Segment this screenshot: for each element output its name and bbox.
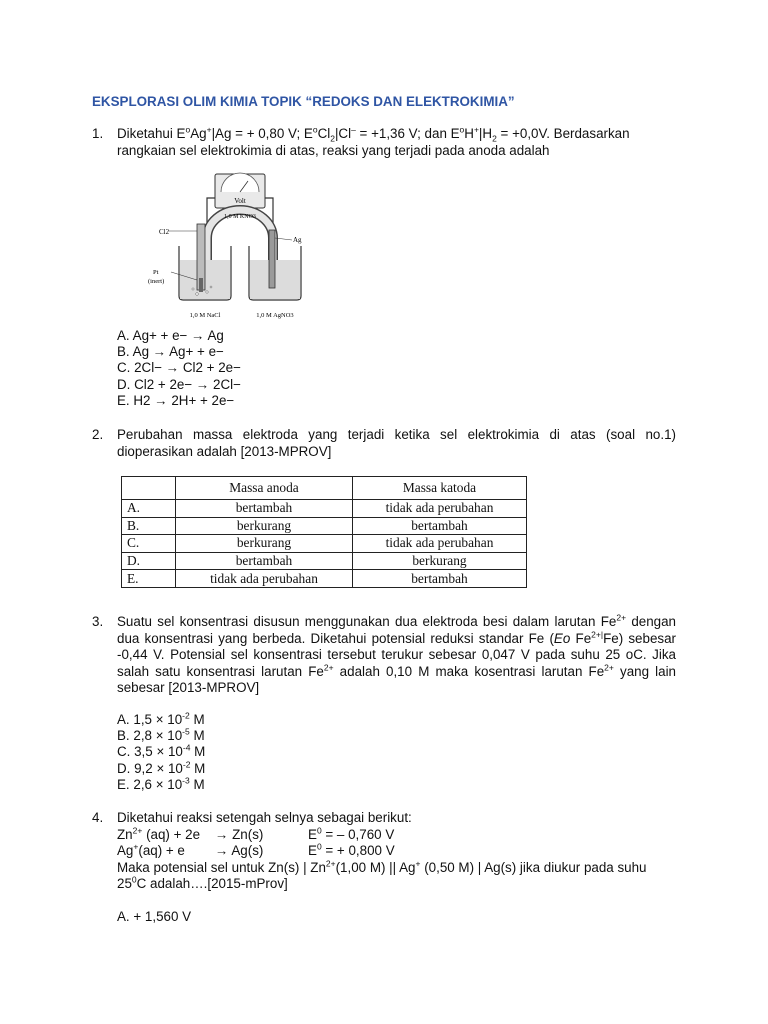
cl2-label: Cl2 [159,228,170,236]
left-solution-label: 1,0 M NaCl [189,312,221,319]
table-cell: C. [122,535,176,553]
table-cell: berkurang [353,552,527,570]
electrochemical-cell-figure [145,168,325,320]
question-number: 3. [92,614,104,629]
superscript: + [206,124,212,135]
q4-text-part: (0,50 M) | Ag(s) jika diukur pada suhu [420,859,647,875]
question-3 [92,614,676,697]
subscript: 2 [330,133,335,144]
q3-text-part: Fe [600,614,617,629]
q1-text-part: H [464,126,474,141]
superscript: 0 [131,874,137,885]
table-cell: bertambah [353,570,527,588]
q4-question-line-2 [117,876,676,893]
option-d: D. Cl2 + 2e− → 2Cl− [117,376,241,392]
table-cell: tidak ada perubahan [176,570,353,588]
superscript: 2+ [325,858,336,869]
ag-label: Ag [293,236,302,244]
option-b: B. Ag → Ag+ + e− [117,344,224,360]
table-row [122,552,527,570]
voltmeter-label: Volt [234,197,246,205]
q4-text-part: E [308,826,317,842]
option-a: A. Ag+ + e− → Ag [117,328,224,343]
q4-text-part: (1,00 M) || Ag [335,859,416,875]
right-solution-label: 1,0 M AgNO3 [256,312,294,319]
ag-electrode [269,230,275,288]
q4-text-part: = + 0,800 V [321,843,395,858]
table-header-row [122,477,527,500]
q3-italic-eo: Eo [553,630,571,646]
q1-text-part: Ag [190,126,207,141]
superscript: -2 [182,759,191,770]
superscript: -3 [182,775,190,786]
option-d [117,761,205,777]
superscript: 2+| [591,629,604,640]
table-row [122,500,527,518]
question-4-options [117,909,191,925]
q3-text-part: Fe [308,663,324,679]
inert-label: (inert) [148,278,165,285]
q3-text-part: Fe) sebesar -0,44 V. Potensial sel konsentrasi tersebut terukur sebesar 0,047 V pada suhu 25 oC. Jika salah satu konsentrasi larutan [117,630,676,679]
superscript: + [473,124,479,135]
option-label: C. 3,5 × 10 [117,744,183,760]
question-4-text [117,810,676,893]
question-4 [92,810,676,893]
q1-text-part: rangkaian sel elektrokimia di atas, reaksi yang terjadi pada anoda adalah [117,142,550,158]
table-cell: berkurang [176,517,353,535]
q1-text-part: Cl [317,126,331,141]
q4-text-part: 25 [117,876,132,891]
table-header: Massa katoda [353,477,527,500]
option-label: D. 9,2 × 10 [117,760,183,776]
q4-question-line [117,860,676,877]
q4-text-part: Maka potensial sel untuk Zn(s) | Zn [117,859,326,875]
question-3-options [117,712,205,793]
q1-text-part: Diketahui E [117,126,186,141]
q3-text-part: adalah 0,10 M maka kosentrasi larutan Fe [333,663,605,679]
q3-text-part: Fe [570,630,592,646]
table-header [122,477,176,500]
superscript: – [351,124,356,135]
option-label: A. 1,5 × 10 [117,712,183,727]
superscript: 2+ [616,612,627,623]
q1-text-part: = +1,36 V; dan E [355,126,460,141]
question-number: 1. [92,126,104,141]
salt-bridge-label: 1,0 M KNO3 [224,214,256,220]
table-row [122,570,527,588]
q4-text-part: (aq) + 2e [142,826,201,842]
option-e [117,777,205,793]
question-1 [92,126,676,159]
superscript: 2+ [132,825,143,836]
pt-electrode-tip [199,278,203,292]
superscript: 0 [316,841,322,852]
q1-text-part: = +0,0V. Berdasarkan [496,126,630,141]
superscript: 2+ [323,662,334,673]
q4-text-part: Ag [117,843,134,858]
q4-product: → Zn(s) [215,826,264,842]
table-row [122,517,527,535]
superscript: + [415,858,421,869]
page-title: EKSPLORASI OLIM KIMIA TOPIK “REDOKS DAN ELEKTROKIMIA” [92,94,515,109]
q4-text-part: E [308,843,317,858]
option-label: E. 2,6 × 10 [117,776,183,792]
q4-text-part: Zn [117,826,133,842]
mass-change-table [121,476,527,588]
q4-product: → Ag(s) [215,843,264,858]
superscript: + [133,841,139,852]
superscript: 0 [316,825,322,836]
option-c [117,744,205,760]
pt-label: Pt [153,269,159,276]
option-unit: M [189,776,205,792]
q1-text-part: |Ag = + 0,80 V; E [211,126,313,141]
table-row [122,535,527,553]
q1-text-part: |H [478,126,493,141]
superscript: -4 [182,742,191,753]
question-1-options [117,328,241,409]
table-cell: bertambah [176,552,353,570]
table-cell: D. [122,552,176,570]
table-header: Massa anoda [176,477,353,500]
q3-text-part: dengan dua konsentrasi yang berbeda. Diketahui potensial reduksi standar Fe ( [117,614,676,646]
half-reaction-ag [117,843,676,860]
question-2-text: Perubahan massa elektroda yang terjadi ketika sel elektrokimia di atas (soal no.1) dioperasikan adalah [2013-MPROV] [117,427,676,459]
table-cell: berkurang [176,535,353,553]
question-1-text [117,126,676,159]
option-a: A. + 1,560 V [117,909,192,924]
table-cell: bertambah [176,500,353,518]
option-label: B. 2,8 × 10 [117,728,183,744]
superscript: o [312,124,318,135]
q3-text-part: Suatu sel konsentrasi disusun menggunakan dua elektroda besi dalam larutan [117,614,596,629]
question-number: 2. [92,427,104,442]
option-c: C. 2Cl− → Cl2 + 2e− [117,360,241,376]
q4-text-part: (aq) + e [138,843,185,858]
table-cell: B. [122,517,176,535]
question-3-text [117,614,676,697]
superscript: o [185,124,191,135]
option-a [117,712,205,728]
table-cell: E. [122,570,176,588]
q4-text-part: = – 0,760 V [321,826,395,842]
table-cell: tidak ada perubahan [353,500,527,518]
table-cell: bertambah [353,517,527,535]
option-unit: M [190,744,206,760]
option-e: E. H2 → 2H+ + 2e− [117,392,235,408]
half-reaction-zn [117,827,676,844]
option-unit: M [189,728,205,744]
option-unit: M [189,712,205,727]
superscript: -5 [182,726,190,737]
q4-text-part: C adalah….[2015-mProv] [136,876,288,891]
question-2 [92,427,676,460]
option-b [117,728,205,744]
option-unit: M [190,760,206,776]
table-cell: A. [122,500,176,518]
subscript: 2 [492,133,497,144]
q1-text-part: |Cl [334,126,352,141]
q4-intro: Diketahui reaksi setengah selnya sebagai berikut: [117,810,412,825]
table-cell: tidak ada perubahan [353,535,527,553]
question-number: 4. [92,810,104,825]
superscript: -2 [182,710,190,721]
q3-text-part: yang lain sebesar [2013-MPROV] [117,663,676,695]
superscript: 2+ [604,662,614,673]
superscript: o [459,124,465,135]
